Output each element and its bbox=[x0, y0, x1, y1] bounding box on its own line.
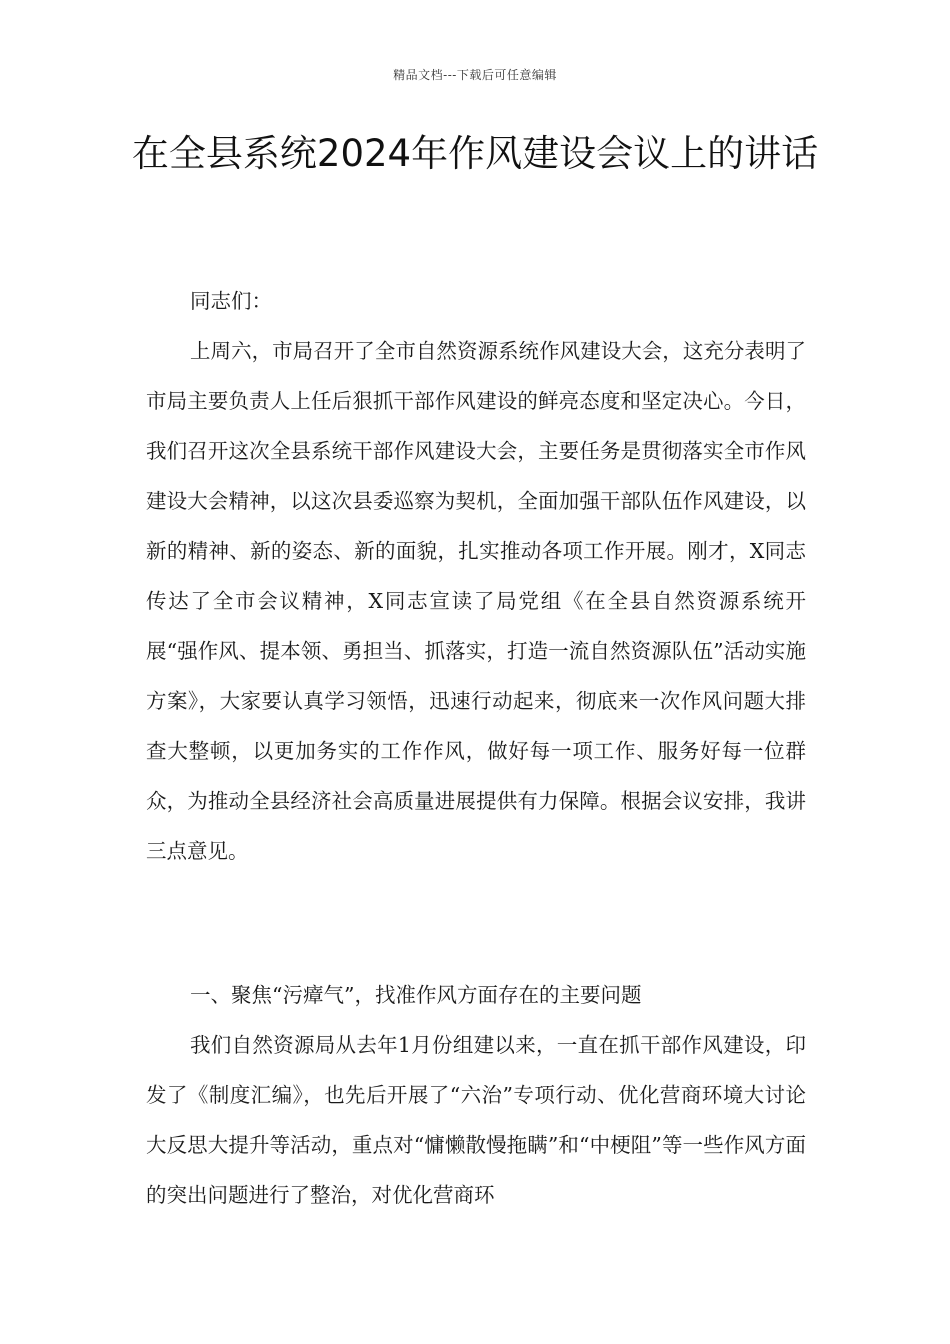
header-note: 精品文档---下载后可任意编辑 bbox=[393, 68, 557, 82]
document-title: 在全县系统2024年作风建设会议上的讲话 bbox=[131, 132, 819, 175]
greeting: 同志们： bbox=[190, 289, 272, 313]
section-heading-1: 一、聚焦“污瘴气”，找准作风方面存在的主要问题 bbox=[190, 983, 642, 1007]
paragraph-section-1: 我们自然资源局从去年1月份组建以来，一直在抓干部作风建设，印发了《制度汇编》，也先后开展了“六治”专项行动、优化营商环境大讨论大反思大提升等活动，重点对“慵懒散慢拖瞒”和“中梗阻”等一些作风方面的突出问题进行了整治，对优化营商环 bbox=[146, 1033, 806, 1207]
paragraph-intro: 上周六，市局召开了全市自然资源系统作风建设大会，这充分表明了市局主要负责人上任后狠抓干部作风建设的鲜亮态度和坚定决心。今日，我们召开这次全县系统干部作风建设大会，主要任务是贯彻落实全市作风建设大会精神，以这次县委巡察为契机，全面加强干部队伍作风建设，以新的精神、新的姿态、新的面貌，扎实推动各项工作开展。刚才，X同志传达了全市会议精神，X同志宣读了局党组《在全县自然资源系统开展“强作风、提本领、勇担当、抓落实，打造一流自然资源队伍”活动实施方案》，大家要认真学习领悟，迅速行动起来，彻底来一次作风问题大排查大整顿，以更加务实的工作作风，做好每一项工作、服务好每一位群众，为推动全县经济社会高质量进展提供有力保障。根据会议安排，我讲三点意见。 bbox=[146, 339, 806, 863]
